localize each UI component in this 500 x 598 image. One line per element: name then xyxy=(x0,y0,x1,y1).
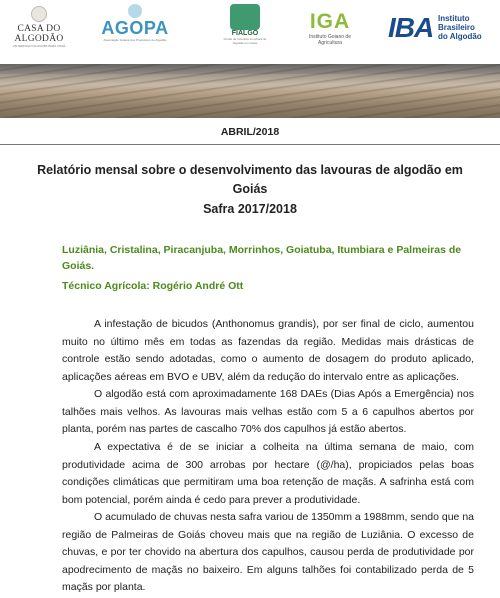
casa-logo-text: CASA DO ALGODÃO xyxy=(14,24,64,44)
fialgo-logo xyxy=(222,4,268,45)
iba-logo xyxy=(388,4,496,54)
fialgo-emblem-icon xyxy=(230,4,260,30)
paragraph-3-text: A expectativa é de se iniciar a colheita na última semana de maio, com produtividade acima de 300 arrobas por hectare (@/ha), propiciados pelas boas condições climáticas que permitiram uma boa retenção de maçãs. A safrinha está com bom potencial, porém ainda é cedo para prever a produtividade. xyxy=(62,441,474,506)
iba-sub-line2: Brasileiro xyxy=(438,23,475,32)
cotton-boll-icon xyxy=(31,6,47,22)
region-cities: Luziânia, Cristalina, Piracanjuba, Morrinhos, Goiatuba, Itumbiara e Palmeiras de Goiás. xyxy=(62,244,462,272)
iga-logo xyxy=(300,4,360,46)
casa-logo-subtext: UM SERVIÇO DA AGOPA PARA VOCÊ xyxy=(12,44,66,48)
logo-bar xyxy=(0,0,500,62)
banner-furrows xyxy=(0,64,500,118)
header-divider xyxy=(0,144,500,145)
report-title-line1: Relatório mensal sobre o desenvolvimento das lavouras de algodão em xyxy=(37,163,463,177)
paragraph-1 xyxy=(62,316,474,386)
iba-sub-line1: Instituto xyxy=(438,14,470,23)
casa-do-algodao-logo xyxy=(8,4,70,48)
iba-logo-text: IBA xyxy=(388,12,434,43)
fialgo-logo-subtext: Fundo de Incentivo à Cultura do Algodão em Goiás xyxy=(223,37,267,45)
paragraph-4-text: O acumulado de chuvas nesta safra variou de 1350mm a 1988mm, sendo que na região de Palmeiras de Goiás choveu mais que na região de Luziânia. O excesso de chuvas, e por ter chovido na abertura dos capulhos, causou perda de produtividade por apodrecimento de maçãs no baixeiro. Em alguns talhões foi contabilizado perda de 5 maçãs por planta. xyxy=(62,511,474,593)
iba-logo-subtext xyxy=(438,14,482,41)
report-title-line2: Goiás xyxy=(232,182,268,196)
report-title-line3: Safra 2017/2018 xyxy=(203,202,297,216)
paragraph-2 xyxy=(62,386,474,439)
fialgo-logo-text: FIALGO xyxy=(231,30,259,37)
iga-logo-subtext: Instituto Goiano de Agricultura xyxy=(309,34,351,46)
cotton-flower-icon xyxy=(128,4,142,18)
paragraph-4 xyxy=(62,509,474,597)
paragraph-1-text: A infestação de bicudos (Anthonomus grandis), por ser final de ciclo, aumentou muito no último mês em todas as fazendas da região. Medidas mais drásticas de controle estão sendo adotadas, como o aumento de dosagem do produto aplicado, aplicações aéreas em BVO e UBV, além da redução do intervalo entre as aplicações. xyxy=(62,318,474,383)
paragraph-3 xyxy=(62,439,474,509)
iga-logo-text: IGA xyxy=(309,10,351,33)
plowed-field-banner xyxy=(0,64,500,118)
paragraph-2-text: O algodão está com aproximadamente 168 DAEs (Dias Após a Emergência) nos talhões mais velhos. As lavouras mais velhas estão com 5 a 6 capulhos abertos por planta, porém nas partes de cascalho 70% dos capulhos já estão abertos. xyxy=(62,388,474,435)
report-date: ABRIL/2018 xyxy=(220,126,280,138)
technician-name: Técnico Agrícola: Rogério André Ott xyxy=(62,280,244,292)
agopa-logo-text: AGOPA xyxy=(101,18,169,38)
agopa-logo-subtext: Associação Goiana dos Produtores de Algodão xyxy=(103,38,167,42)
agopa-logo xyxy=(100,4,170,42)
iba-sub-line3: do Algodão xyxy=(438,32,482,41)
